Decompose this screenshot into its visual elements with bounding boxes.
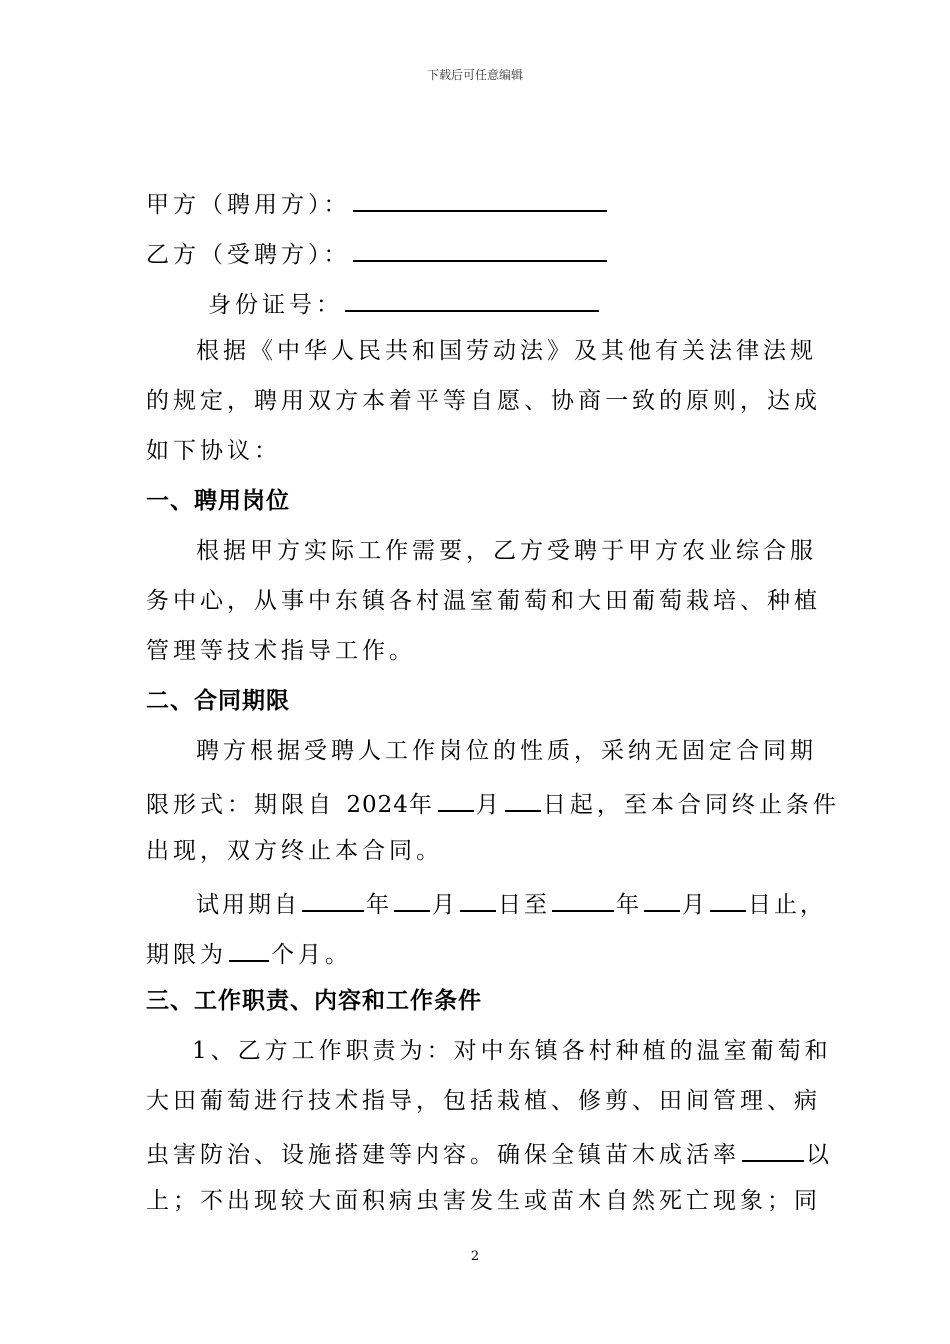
party-a-blank [353,186,607,212]
section1-line-1: 根据甲方实际工作需要，乙方受聘于甲方农业综合服 [196,538,817,564]
survival-rate-suffix: 以 [806,1142,833,1168]
period-unit: 个月。 [271,942,352,968]
term-year: 2024 [346,792,409,818]
section3-line-4: 上；不出现较大面积病虫害发生或苗木自然死亡现象；同 [146,1188,821,1214]
page-number: 2 [470,1249,480,1264]
trial-line [196,886,826,920]
section1-title: 一、聘用岗位 [146,487,290,514]
section1-line-2: 务中心，从事中东镇各村温室葡萄和大田葡萄栽培、种植 [146,588,821,614]
trial-year2-unit: 年 [616,892,642,918]
term-day-blank [505,786,541,812]
section3-line-3 [146,1136,833,1170]
term-from-label: 限形式：期限自 [146,792,335,818]
trial-year2-blank [552,886,614,912]
party-a-label: 甲方（聘用方）： [146,192,351,218]
section3-line-1: 1、乙方工作职责为：对中东镇各村种植的温室葡萄和 [192,1038,832,1064]
section2-title: 二、合同期限 [146,687,290,714]
trial-to-label: 日至 [498,892,550,918]
term-month-unit: 月 [475,792,503,818]
term-day-text: 日起，至本合同终止条件 [542,792,840,818]
trial-day2-blank [710,886,746,912]
period-line [146,936,352,970]
party-b-line [146,236,609,270]
trial-from-label: 试用期自 [196,892,300,918]
intro-line-1: 根据《中华人民共和国劳动法》及其他有关法律法规 [196,338,817,364]
trial-month-blank [394,886,430,912]
trial-month-unit: 月 [432,892,458,918]
period-label: 期限为 [146,942,227,968]
id-line [208,286,601,320]
trial-day-blank [460,886,496,912]
section1-line-3: 管理等技术指导工作。 [146,638,416,664]
section3-line-2: 大田葡萄进行技术指导，包括栽植、修剪、田间管理、病 [146,1088,821,1114]
survival-rate-blank [742,1136,804,1162]
trial-end-text: 日止， [748,892,826,918]
intro-line-2: 的规定，聘用双方本着平等自愿、协商一致的原则，达成 [146,388,821,414]
trial-month2-unit: 月 [682,892,708,918]
period-blank [229,936,269,962]
trial-year-blank [302,886,364,912]
section2-line-2 [146,786,840,820]
intro-line-3: 如下协议： [146,438,281,464]
trial-year-unit: 年 [366,892,392,918]
party-b-blank [353,236,607,262]
id-blank [345,286,599,312]
id-label: 身份证号： [208,292,343,318]
party-a-line [146,186,609,220]
section3-title: 三、工作职责、内容和工作条件 [146,987,482,1014]
term-month-blank [438,786,474,812]
section2-line-1: 聘方根据受聘人工作岗位的性质，采纳无固定合同期 [196,738,817,764]
trial-month2-blank [644,886,680,912]
section2-line-3: 出现，双方终止本合同。 [146,838,443,864]
party-b-label: 乙方（受聘方）： [146,242,351,268]
page-header: 下载后可任意编辑 [426,68,523,82]
term-year-unit: 年 [408,792,436,818]
survival-rate-label: 虫害防治、设施搭建等内容。确保全镇苗木成活率 [146,1142,740,1168]
